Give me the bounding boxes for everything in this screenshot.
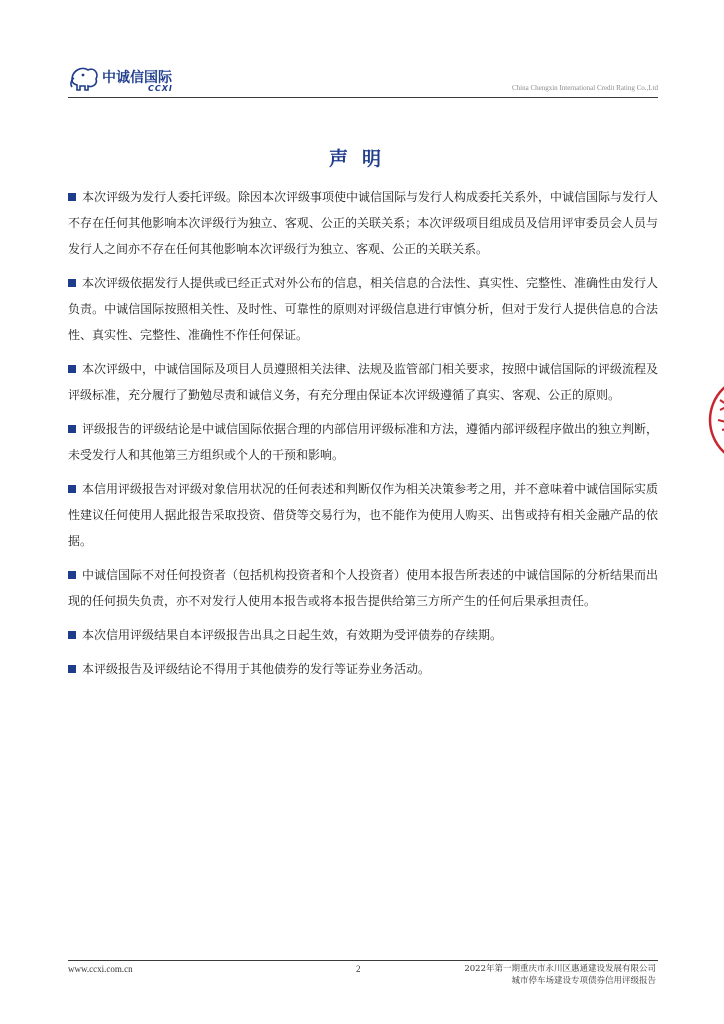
company-seal-icon	[704, 370, 724, 470]
statement-text: 本信用评级报告对评级对象信用状况的任何表述和判断仅作为相关决策参考之用，并不意味着中诚信国际实质性建议任何使用人据此报告采取投资、借贷等交易行为，也不能作为使用人购买、出售或持有相关金融产品的依据。	[68, 482, 659, 548]
square-bullet-icon	[68, 193, 76, 201]
statement-item	[68, 622, 658, 648]
statement-text: 本次评级中，中诚信国际及项目人员遵照相关法律、法规及监管部门相关要求，按照中诚信国际的评级流程及评级标准，充分履行了勤勉尽责和诚信义务，有充分理由保证本次评级遵循了真实、客观、公正的原则。	[68, 362, 659, 402]
statement-text: 本评级报告及评级结论不得用于其他债券的发行等证券业务活动。	[82, 662, 431, 676]
statement-item	[68, 416, 658, 468]
footer-divider	[68, 960, 658, 961]
statement-text: 本次评级依据发行人提供或已经正式对外公布的信息，相关信息的合法性、真实性、完整性、准确性由发行人负责。中诚信国际按照相关性、及时性、可靠性的原则对评级信息进行审慎分析，但对于发行人提供信息的合法性、真实性、完整性、准确性不作任何保证。	[68, 276, 659, 342]
statement-text: 评级报告的评级结论是中诚信国际依据合理的内部信用评级标准和方法，遵循内部评级程序做出的独立判断，未受发行人和其他第三方组织或个人的干预和影响。	[68, 422, 659, 462]
square-bullet-icon	[68, 279, 76, 287]
square-bullet-icon	[68, 425, 76, 433]
page-title: 声明	[328, 148, 395, 170]
page-header	[68, 62, 658, 96]
footer-report-line: 2022年第一期重庆市永川区惠通建设发展有限公司	[464, 964, 656, 974]
header-company-name: China Chengxin International Credit Rating Co.,Ltd	[511, 84, 658, 92]
logo-cn-text: 中诚信国际	[102, 70, 172, 86]
ccxi-logo	[68, 64, 188, 94]
statement-item	[68, 562, 658, 614]
statement-list	[68, 184, 658, 690]
page-number: 2	[356, 964, 361, 974]
statement-item	[68, 184, 658, 262]
footer-report-line: 城市停车场建设专项债券信用评级报告	[511, 976, 656, 986]
statement-text: 中诚信国际不对任何投资者（包括机构投资者和个人投资者）使用本报告所表述的中诚信国际的分析结果而出现的任何损失负责，亦不对发行人使用本报告或将本报告提供给第三方所产生的任何后果承担责任。	[68, 568, 659, 608]
footer-report-title	[464, 963, 656, 987]
header-divider	[68, 97, 658, 98]
footer-website: www.ccxi.com.cn	[68, 964, 133, 974]
square-bullet-icon	[68, 665, 76, 673]
statement-text: 本次评级为发行人委托评级。除因本次评级事项使中诚信国际与发行人构成委托关系外，中诚信国际与发行人不存在任何其他影响本次评级行为独立、客观、公正的关联关系；本次评级项目组成员及信用评审委员会人员与发行人之间亦不存在任何其他影响本次评级行为独立、客观、公正的关联关系。	[68, 190, 659, 256]
square-bullet-icon	[68, 485, 76, 493]
statement-item	[68, 656, 658, 682]
statement-item	[68, 270, 658, 348]
elephant-logo-icon	[68, 64, 100, 92]
square-bullet-icon	[68, 631, 76, 639]
statement-item	[68, 356, 658, 408]
statement-text: 本次信用评级结果自本评级报告出具之日起生效，有效期为受评债券的存续期。	[82, 628, 503, 642]
square-bullet-icon	[68, 571, 76, 579]
statement-item	[68, 476, 658, 554]
square-bullet-icon	[68, 365, 76, 373]
logo-en-text: CCXI	[148, 84, 173, 93]
